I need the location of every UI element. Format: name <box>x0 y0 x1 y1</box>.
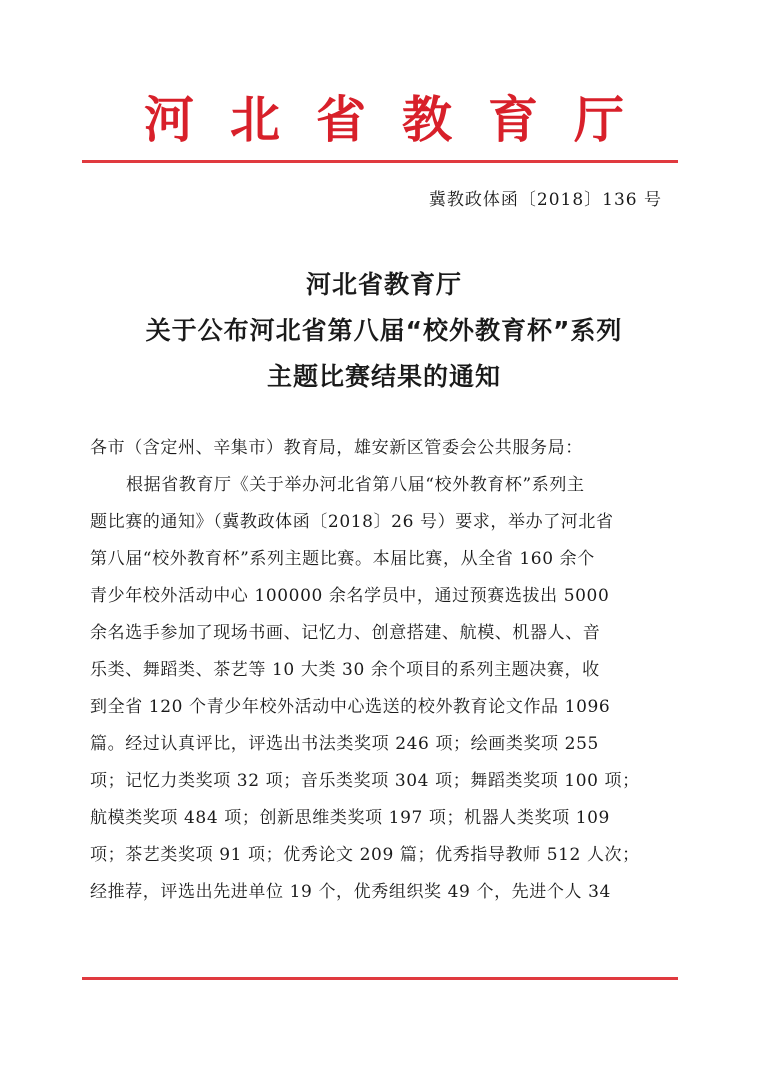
document-body <box>90 430 690 911</box>
paragraph-line: 到全省 120 个青少年校外活动中心选送的校外教育论文作品 1096 <box>90 697 611 717</box>
paragraph-line: 航模类奖项 484 项；创新思维类奖项 197 项；机器人类奖项 109 <box>90 808 610 828</box>
letterhead-red-rule <box>82 160 678 163</box>
paragraph-line: 篇。经过认真评比，评选出书法类奖项 246 项；绘画类奖项 255 <box>90 734 599 754</box>
paragraph-line: 题比赛的通知》（冀教政体函〔2018〕26 号）要求，举办了河北省 <box>90 512 614 532</box>
paragraph-line: 根据省教育厅《关于举办河北省第八届“校外教育杯”系列主 <box>126 475 585 495</box>
body-paragraph <box>90 467 690 911</box>
paragraph-line: 项；记忆力类奖项 32 项；音乐类奖项 304 项；舞蹈类奖项 100 项； <box>90 771 640 791</box>
paragraph-line: 第八届“校外教育杯”系列主题比赛。本届比赛，从全省 160 余个 <box>90 549 595 569</box>
document-number: 冀教政体函〔2018〕136 号 <box>428 190 662 210</box>
letterhead-title: 河北省教育厅 <box>144 91 660 149</box>
salutation: 各市（含定州、辛集市）教育局，雄安新区管委会公共服务局： <box>90 438 583 458</box>
document-title <box>0 262 768 400</box>
paragraph-line: 余名选手参加了现场书画、记忆力、创意搭建、航模、机器人、音 <box>90 623 601 643</box>
paragraph-line: 项；茶艺类奖项 91 项；优秀论文 209 篇；优秀指导教师 512 人次； <box>90 845 640 865</box>
paragraph-line: 青少年校外活动中心 100000 余名学员中，通过预赛选拔出 5000 <box>90 586 610 606</box>
title-line-3: 主题比赛结果的通知 <box>266 362 501 391</box>
paragraph-line: 经推荐，评选出先进单位 19 个，优秀组织奖 49 个，先进个人 34 <box>90 882 611 902</box>
paragraph-line: 乐类、舞蹈类、茶艺等 10 大类 30 余个项目的系列主题决赛，收 <box>90 660 600 680</box>
footer-red-rule <box>82 977 678 980</box>
title-line-2: 关于公布河北省第八届“校外教育杯”系列 <box>145 316 623 345</box>
title-line-1: 河北省教育厅 <box>305 270 462 299</box>
